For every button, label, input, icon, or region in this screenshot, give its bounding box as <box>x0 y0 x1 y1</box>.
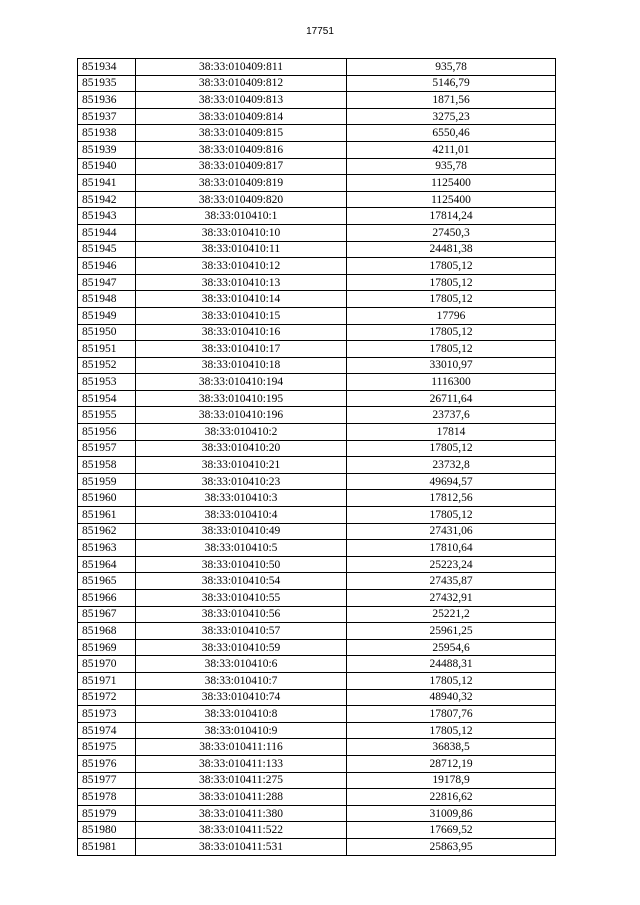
cadastral-number-cell: 38:33:010410:23 <box>136 473 347 490</box>
cadastral-number-cell: 38:33:010410:6 <box>136 656 347 673</box>
cadastral-value-cell: 17805,12 <box>347 440 556 457</box>
cadastral-number-cell: 38:33:010409:817 <box>136 158 347 175</box>
cadastral-number-cell: 38:33:010411:133 <box>136 755 347 772</box>
cadastral-number-cell: 38:33:010410:195 <box>136 390 347 407</box>
cadastral-value-cell: 27431,06 <box>347 523 556 540</box>
cadastral-value-cell: 17812,56 <box>347 490 556 507</box>
cadastral-value-cell: 17805,12 <box>347 341 556 358</box>
row-number-cell: 851976 <box>78 755 136 772</box>
table-row <box>78 772 556 789</box>
row-number-cell: 851961 <box>78 507 136 524</box>
cadastral-number-cell: 38:33:010410:21 <box>136 457 347 474</box>
table-row <box>78 789 556 806</box>
cadastral-number-cell: 38:33:010409:811 <box>136 59 347 76</box>
cadastral-number-cell: 38:33:010410:14 <box>136 291 347 308</box>
cadastral-value-cell: 22816,62 <box>347 789 556 806</box>
cadastral-value-cell: 17807,76 <box>347 706 556 723</box>
row-number-cell: 851968 <box>78 623 136 640</box>
row-number-cell: 851950 <box>78 324 136 341</box>
cadastral-value-cell: 27435,87 <box>347 573 556 590</box>
cadastral-number-cell: 38:33:010410:194 <box>136 374 347 391</box>
cadastral-number-cell: 38:33:010411:275 <box>136 772 347 789</box>
table-row <box>78 374 556 391</box>
table-row <box>78 407 556 424</box>
row-number-cell: 851963 <box>78 540 136 557</box>
cadastral-number-cell: 38:33:010409:815 <box>136 125 347 142</box>
row-number-cell: 851980 <box>78 822 136 839</box>
cadastral-value-cell: 3275,23 <box>347 108 556 125</box>
table-row <box>78 623 556 640</box>
cadastral-number-cell: 38:33:010410:8 <box>136 706 347 723</box>
row-number-cell: 851962 <box>78 523 136 540</box>
cadastral-value-cell: 26711,64 <box>347 390 556 407</box>
row-number-cell: 851943 <box>78 208 136 225</box>
cadastral-value-cell: 25863,95 <box>347 838 556 855</box>
table-row <box>78 523 556 540</box>
table-row <box>78 258 556 275</box>
cadastral-value-cell: 24488,31 <box>347 656 556 673</box>
table-row <box>78 108 556 125</box>
table-row <box>78 75 556 92</box>
row-number-cell: 851959 <box>78 473 136 490</box>
table-row <box>78 473 556 490</box>
cadastral-value-cell: 1116300 <box>347 374 556 391</box>
cadastral-value-cell: 17805,12 <box>347 722 556 739</box>
row-number-cell: 851935 <box>78 75 136 92</box>
table-row <box>78 590 556 607</box>
cadastral-number-cell: 38:33:010410:56 <box>136 606 347 623</box>
cadastral-value-cell: 17805,12 <box>347 274 556 291</box>
table-row <box>78 739 556 756</box>
cadastral-number-cell: 38:33:010410:9 <box>136 722 347 739</box>
row-number-cell: 851949 <box>78 307 136 324</box>
row-number-cell: 851938 <box>78 125 136 142</box>
row-number-cell: 851956 <box>78 424 136 441</box>
cadastral-value-cell: 1871,56 <box>347 92 556 109</box>
page-number: 17751 <box>306 26 334 37</box>
table-row <box>78 606 556 623</box>
cadastral-number-cell: 38:33:010410:15 <box>136 307 347 324</box>
row-number-cell: 851947 <box>78 274 136 291</box>
cadastral-value-cell: 17810,64 <box>347 540 556 557</box>
cadastral-value-cell: 19178,9 <box>347 772 556 789</box>
table-row <box>78 92 556 109</box>
table-row <box>78 191 556 208</box>
cadastral-number-cell: 38:33:010410:20 <box>136 440 347 457</box>
table-row <box>78 241 556 258</box>
row-number-cell: 851951 <box>78 341 136 358</box>
cadastral-value-table <box>77 58 556 856</box>
table-row <box>78 357 556 374</box>
table-body <box>78 59 556 856</box>
table-row <box>78 324 556 341</box>
cadastral-number-cell: 38:33:010410:11 <box>136 241 347 258</box>
table-row <box>78 59 556 76</box>
row-number-cell: 851934 <box>78 59 136 76</box>
cadastral-number-cell: 38:33:010411:531 <box>136 838 347 855</box>
table-row <box>78 490 556 507</box>
table-row <box>78 672 556 689</box>
cadastral-value-cell: 17805,12 <box>347 324 556 341</box>
cadastral-number-cell: 38:33:010410:13 <box>136 274 347 291</box>
row-number-cell: 851960 <box>78 490 136 507</box>
cadastral-value-cell: 24481,38 <box>347 241 556 258</box>
row-number-cell: 851969 <box>78 639 136 656</box>
cadastral-number-cell: 38:33:010410:4 <box>136 507 347 524</box>
cadastral-value-cell: 935,78 <box>347 158 556 175</box>
cadastral-number-cell: 38:33:010409:813 <box>136 92 347 109</box>
row-number-cell: 851972 <box>78 689 136 706</box>
cadastral-number-cell: 38:33:010409:816 <box>136 141 347 158</box>
table-row <box>78 507 556 524</box>
cadastral-value-cell: 36838,5 <box>347 739 556 756</box>
cadastral-number-cell: 38:33:010409:812 <box>136 75 347 92</box>
row-number-cell: 851973 <box>78 706 136 723</box>
cadastral-value-cell: 25221,2 <box>347 606 556 623</box>
table-row <box>78 158 556 175</box>
cadastral-number-cell: 38:33:010411:380 <box>136 805 347 822</box>
table-row <box>78 755 556 772</box>
table-row <box>78 390 556 407</box>
cadastral-value-cell: 23737,6 <box>347 407 556 424</box>
row-number-cell: 851964 <box>78 556 136 573</box>
cadastral-value-cell: 935,78 <box>347 59 556 76</box>
cadastral-value-cell: 28712,19 <box>347 755 556 772</box>
row-number-cell: 851971 <box>78 672 136 689</box>
table-row <box>78 805 556 822</box>
row-number-cell: 851979 <box>78 805 136 822</box>
row-number-cell: 851944 <box>78 224 136 241</box>
cadastral-number-cell: 38:33:010410:1 <box>136 208 347 225</box>
table-row <box>78 722 556 739</box>
cadastral-number-cell: 38:33:010411:116 <box>136 739 347 756</box>
cadastral-number-cell: 38:33:010410:16 <box>136 324 347 341</box>
table-row <box>78 706 556 723</box>
cadastral-number-cell: 38:33:010410:50 <box>136 556 347 573</box>
cadastral-value-cell: 1125400 <box>347 175 556 192</box>
table-row <box>78 341 556 358</box>
row-number-cell: 851952 <box>78 357 136 374</box>
cadastral-value-cell: 17796 <box>347 307 556 324</box>
cadastral-value-cell: 17805,12 <box>347 258 556 275</box>
cadastral-value-cell: 6550,46 <box>347 125 556 142</box>
row-number-cell: 851965 <box>78 573 136 590</box>
table-row <box>78 175 556 192</box>
cadastral-number-cell: 38:33:010410:3 <box>136 490 347 507</box>
cadastral-number-cell: 38:33:010409:814 <box>136 108 347 125</box>
table-row <box>78 141 556 158</box>
cadastral-value-cell: 17805,12 <box>347 291 556 308</box>
row-number-cell: 851958 <box>78 457 136 474</box>
table-row <box>78 556 556 573</box>
table-row <box>78 573 556 590</box>
row-number-cell: 851948 <box>78 291 136 308</box>
table-row <box>78 440 556 457</box>
cadastral-value-cell: 17805,12 <box>347 507 556 524</box>
table-row <box>78 639 556 656</box>
cadastral-value-cell: 25954,6 <box>347 639 556 656</box>
cadastral-number-cell: 38:33:010410:2 <box>136 424 347 441</box>
row-number-cell: 851978 <box>78 789 136 806</box>
cadastral-number-cell: 38:33:010411:522 <box>136 822 347 839</box>
cadastral-value-cell: 17669,52 <box>347 822 556 839</box>
row-number-cell: 851946 <box>78 258 136 275</box>
table-row <box>78 838 556 855</box>
row-number-cell: 851970 <box>78 656 136 673</box>
row-number-cell: 851945 <box>78 241 136 258</box>
row-number-cell: 851942 <box>78 191 136 208</box>
cadastral-value-cell: 17814 <box>347 424 556 441</box>
cadastral-number-cell: 38:33:010410:12 <box>136 258 347 275</box>
row-number-cell: 851937 <box>78 108 136 125</box>
cadastral-number-cell: 38:33:010410:59 <box>136 639 347 656</box>
row-number-cell: 851957 <box>78 440 136 457</box>
table-row <box>78 224 556 241</box>
cadastral-value-cell: 4211,01 <box>347 141 556 158</box>
cadastral-value-cell: 25961,25 <box>347 623 556 640</box>
row-number-cell: 851981 <box>78 838 136 855</box>
cadastral-number-cell: 38:33:010410:55 <box>136 590 347 607</box>
cadastral-value-cell: 27450,3 <box>347 224 556 241</box>
table-row <box>78 689 556 706</box>
row-number-cell: 851936 <box>78 92 136 109</box>
cadastral-number-cell: 38:33:010411:288 <box>136 789 347 806</box>
row-number-cell: 851953 <box>78 374 136 391</box>
cadastral-value-cell: 31009,86 <box>347 805 556 822</box>
cadastral-value-cell: 48940,32 <box>347 689 556 706</box>
cadastral-number-cell: 38:33:010410:49 <box>136 523 347 540</box>
table-row <box>78 457 556 474</box>
cadastral-number-cell: 38:33:010410:54 <box>136 573 347 590</box>
cadastral-value-cell: 17814,24 <box>347 208 556 225</box>
row-number-cell: 851966 <box>78 590 136 607</box>
table-row <box>78 208 556 225</box>
table-row <box>78 424 556 441</box>
cadastral-value-cell: 25223,24 <box>347 556 556 573</box>
row-number-cell: 851955 <box>78 407 136 424</box>
cadastral-number-cell: 38:33:010410:7 <box>136 672 347 689</box>
row-number-cell: 851967 <box>78 606 136 623</box>
cadastral-number-cell: 38:33:010410:10 <box>136 224 347 241</box>
cadastral-value-cell: 23732,8 <box>347 457 556 474</box>
cadastral-value-cell: 1125400 <box>347 191 556 208</box>
cadastral-value-cell: 17805,12 <box>347 672 556 689</box>
cadastral-value-cell: 49694,57 <box>347 473 556 490</box>
table-row <box>78 125 556 142</box>
table-row <box>78 656 556 673</box>
cadastral-value-cell: 33010,97 <box>347 357 556 374</box>
cadastral-number-cell: 38:33:010410:74 <box>136 689 347 706</box>
row-number-cell: 851977 <box>78 772 136 789</box>
cadastral-value-cell: 27432,91 <box>347 590 556 607</box>
cadastral-value-cell: 5146,79 <box>347 75 556 92</box>
cadastral-number-cell: 38:33:010409:820 <box>136 191 347 208</box>
row-number-cell: 851939 <box>78 141 136 158</box>
cadastral-number-cell: 38:33:010410:18 <box>136 357 347 374</box>
row-number-cell: 851974 <box>78 722 136 739</box>
table-row <box>78 307 556 324</box>
table-row <box>78 822 556 839</box>
row-number-cell: 851941 <box>78 175 136 192</box>
row-number-cell: 851954 <box>78 390 136 407</box>
cadastral-number-cell: 38:33:010410:17 <box>136 341 347 358</box>
cadastral-number-cell: 38:33:010410:5 <box>136 540 347 557</box>
cadastral-number-cell: 38:33:010410:57 <box>136 623 347 640</box>
row-number-cell: 851940 <box>78 158 136 175</box>
table-row <box>78 540 556 557</box>
table-row <box>78 291 556 308</box>
row-number-cell: 851975 <box>78 739 136 756</box>
cadastral-number-cell: 38:33:010409:819 <box>136 175 347 192</box>
cadastral-number-cell: 38:33:010410:196 <box>136 407 347 424</box>
table-row <box>78 274 556 291</box>
